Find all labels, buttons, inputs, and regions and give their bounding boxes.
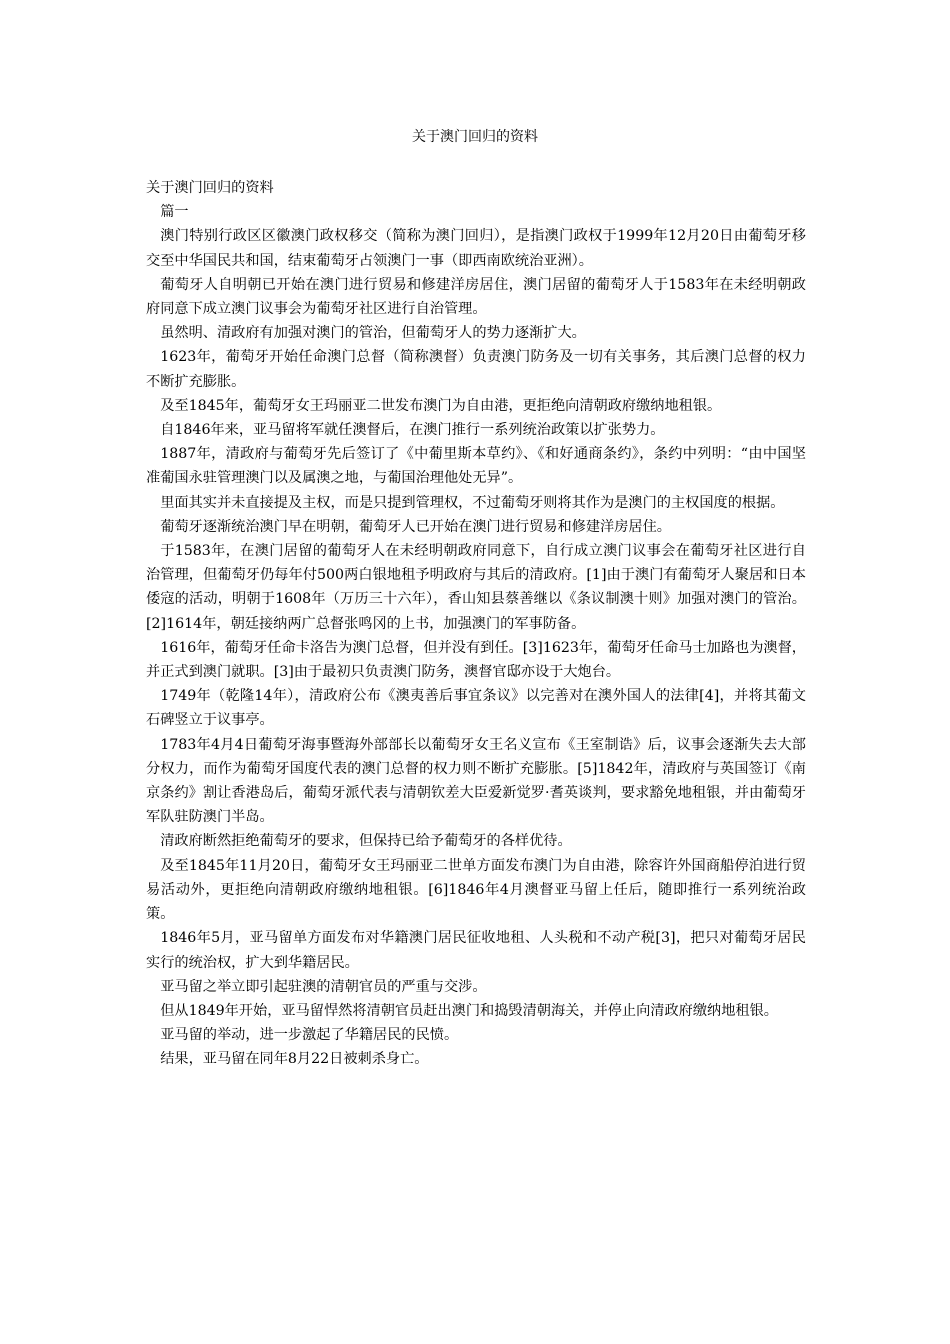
paragraph: 篇一 (160, 204, 189, 221)
paragraph: 自1846年来，亚马留将军就任澳督后，在澳门推行一系列统治政策以扩张势力。 (160, 422, 665, 439)
paragraph: 及至1845年11月20日，葡萄牙女王玛丽亚二世单方面发布澳门为自由港，除容许外国商船停泊进行贸易活动外，更拒绝向清朝政府缴纳地租银。[6]1846年4月澳督亚马留上任后，随即推行一系列统治政策。 (146, 857, 806, 923)
paragraph: 葡萄牙逐渐统治澳门早在明朝，葡萄牙人已开始在澳门进行贸易和修建洋房居住。 (160, 518, 671, 535)
page-title: 关于澳门回归的资料 (412, 129, 538, 145)
paragraph: 澳门特别行政区区徽澳门政权移交（简称为澳门回归），是指澳门政权于1999年12月20日由葡萄牙移交至中华国民共和国，结束葡萄牙占领澳门一事（即西南欧统治亚洲）。 (146, 228, 806, 269)
paragraph: 虽然明、清政府有加强对澳门的管治，但葡萄牙人的势力逐渐扩大。 (160, 325, 586, 342)
paragraph: 葡萄牙人自明朝已开始在澳门进行贸易和修建洋房居住，澳门居留的葡萄牙人于1583年在未经明朝政府同意下成立澳门议事会为葡萄牙社区进行自治管理。 (146, 276, 806, 318)
paragraph: 但从1849年开始，亚马留悍然将清朝官员赶出澳门和捣毁清朝海关，并停止向清政府缴纳地租银。 (160, 1002, 778, 1019)
paragraph: 关于澳门回归的资料 (146, 180, 274, 196)
paragraph: 里面其实并未直接提及主权，而是只提到管理权，不过葡萄牙则将其作为是澳门的主权国度的根据。 (160, 494, 785, 511)
paragraph: 1749年（乾隆14年），清政府公布《澳夷善后事宜条议》以完善对在澳外国人的法律[4]，并将其葡文石碑竖立于议事亭。 (146, 688, 806, 729)
paragraph: 1887年，清政府与葡萄牙先后签订了《中葡里斯本草约》、《和好通商条约》，条约中列明：“由中国坚准葡国永驻管理澳门以及属澳之地，与葡国治理他处无异”。 (146, 446, 806, 487)
paragraph: 亚马留之举立即引起驻澳的清朝官员的严重与交涉。 (160, 978, 487, 995)
paragraph: 清政府断然拒绝葡萄牙的要求，但保持已给予葡萄牙的各样优待。 (160, 833, 572, 850)
paragraph: 1783年4月4日葡萄牙海事暨海外部部长以葡萄牙女王名义宣布《王室制诰》后，议事会逐渐失去大部分权力，而作为葡萄牙国度代表的澳门总督的权力则不断扩充膨胀。[5]1842年，清政府与英国签订《南京条约》割让香港岛后，葡萄牙派代表与清朝钦差大臣爱新觉罗·耆英谈判，要求豁免地租银，并由葡萄牙军队驻防澳门半岛。 (146, 736, 806, 826)
paragraph: 及至1845年，葡萄牙女王玛丽亚二世发布澳门为自由港，更拒绝向清朝政府缴纳地租银。 (160, 397, 722, 414)
paragraph: 1623年，葡萄牙开始任命澳门总督（简称澳督）负责澳门防务及一切有关事务，其后澳门总督的权力不断扩充膨胀。 (146, 349, 806, 390)
paragraph: 1846年5月，亚马留单方面发布对华籍澳门居民征收地租、人头税和不动产税[3]，把只对葡萄牙居民实行的统治权，扩大到华籍居民。 (146, 930, 806, 971)
paragraph: 1616年，葡萄牙任命卡洛告为澳门总督，但并没有到任。[3]1623年，葡萄牙任命马士加路也为澳督，并正式到澳门就职。[3]由于最初只负责澳门防务，澳督官邸亦设于大炮台。 (146, 639, 806, 681)
document-body (146, 176, 806, 1072)
paragraph: 亚马留的举动，进一步激起了华籍居民的民愤。 (160, 1027, 459, 1044)
paragraph: 结果，亚马留在同年8月22日被刺杀身亡。 (160, 1051, 429, 1068)
paragraph: 于1583年，在澳门居留的葡萄牙人在未经明朝政府同意下，自行成立澳门议事会在葡萄牙社区进行自治管理，但葡萄牙仍每年付500两白银地租予明政府与其后的清政府。[1]由于澳门有葡萄牙人聚居和日本倭寇的活动，明朝于1608年（万历三十六年），香山知县蔡善继以《条议制澳十则》加强对澳门的管治。[2]1614年，朝廷接纳两广总督张鸣冈的上书，加强澳门的军事防备。 (146, 543, 806, 632)
